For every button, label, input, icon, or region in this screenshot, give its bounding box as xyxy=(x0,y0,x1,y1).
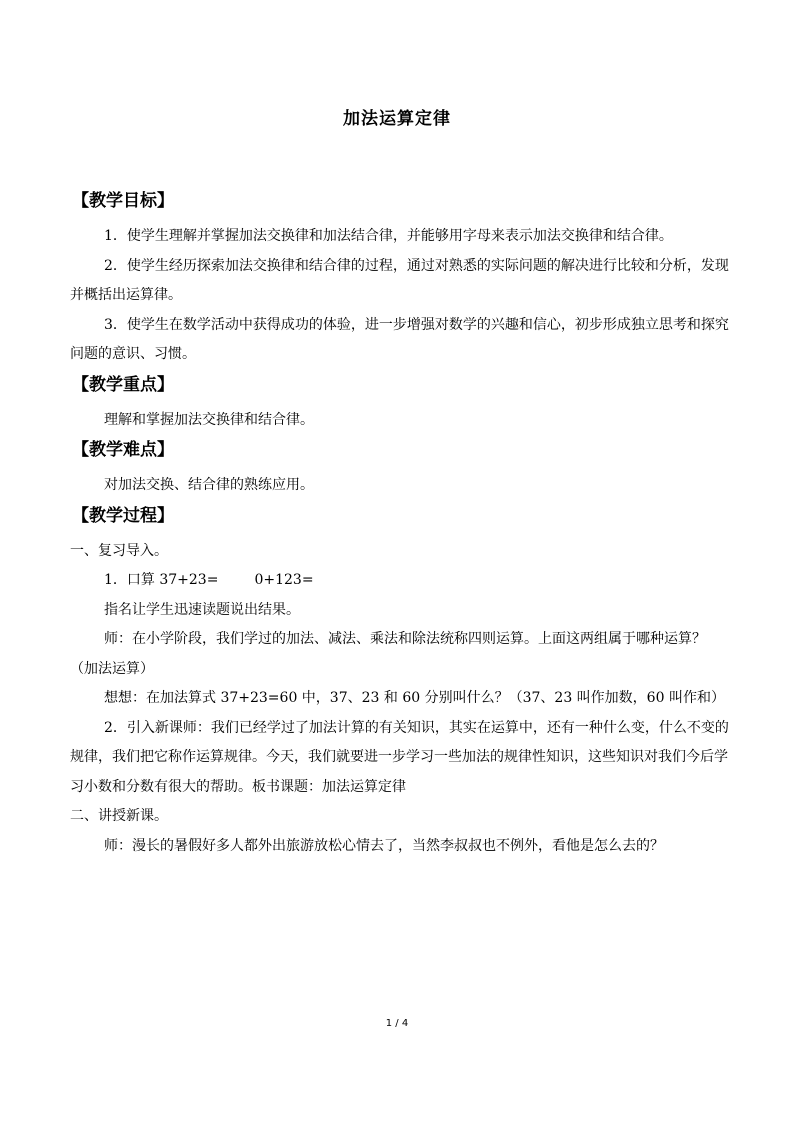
page-number: 1 / 4 xyxy=(385,1018,409,1029)
section-review-heading: 一、复习导入。 xyxy=(70,542,168,559)
review-instruction: 指名让学生迅速读题说出结果。 xyxy=(104,601,300,618)
difficulties-text: 对加法交换、结合律的熟练应用。 xyxy=(104,477,314,493)
new-lesson-teacher-talk: 师：漫长的暑假好多人都外出旅游放松心情去了，当然李叔叔也不例外，看他是怎么去的？ xyxy=(104,837,664,854)
new-lesson-intro: 2．引入新课师：我们已经学过了加法计算的有关知识，其实在运算中，还有一种什么变，什么不变的规律，我们把它称作运算规律。今天，我们就要进一步学习一些加法的规律性知识，这些知识对我们今后学习小数和分数有很大的帮助。板书课题：加法运算定律 xyxy=(70,719,729,795)
page-title: 加法运算定律 xyxy=(343,109,451,129)
oral-calc-2: 0+123= xyxy=(254,572,314,588)
goal-paragraph-3: 3．使学生在数学活动中获得成功的体验，进一步增强对数学的兴趣和信心，初步形成独立思考和探究问题的意识、习惯。 xyxy=(70,316,729,362)
section-new-lesson-heading: 二、讲授新课。 xyxy=(70,808,168,824)
heading-key-points: 【教学重点】 xyxy=(72,374,174,395)
review-teacher-talk: 师：在小学阶段，我们学过的加法、减法、乘法和除法统称四则运算。上面这两组属于哪种运算？（加法运算） xyxy=(70,631,706,677)
goal-paragraph-2: 2．使学生经历探索加法交换律和结合律的过程，通过对熟悉的实际问题的解决进行比较和分析，发现并概括出运算律。 xyxy=(70,257,729,303)
heading-teaching-process: 【教学过程】 xyxy=(72,505,174,526)
review-think: 想想：在加法算式 37+23=60 中，37、23 和 60 分别叫什么？（37、23 叫作加数，60 叫作和） xyxy=(104,690,725,706)
document-body xyxy=(70,186,730,861)
oral-calc-1: 1．口算 37+23= xyxy=(104,572,219,588)
heading-difficulties: 【教学难点】 xyxy=(72,440,174,460)
heading-teaching-goals: 【教学目标】 xyxy=(72,191,174,211)
oral-calc-line xyxy=(70,566,730,596)
goal-paragraph-1: 1．使学生理解并掌握加法交换律和加法结合律，并能够用字母来表示加法交换律和结合律。 xyxy=(104,228,673,244)
key-points-text: 理解和掌握加法交换律和结合律。 xyxy=(104,411,314,428)
